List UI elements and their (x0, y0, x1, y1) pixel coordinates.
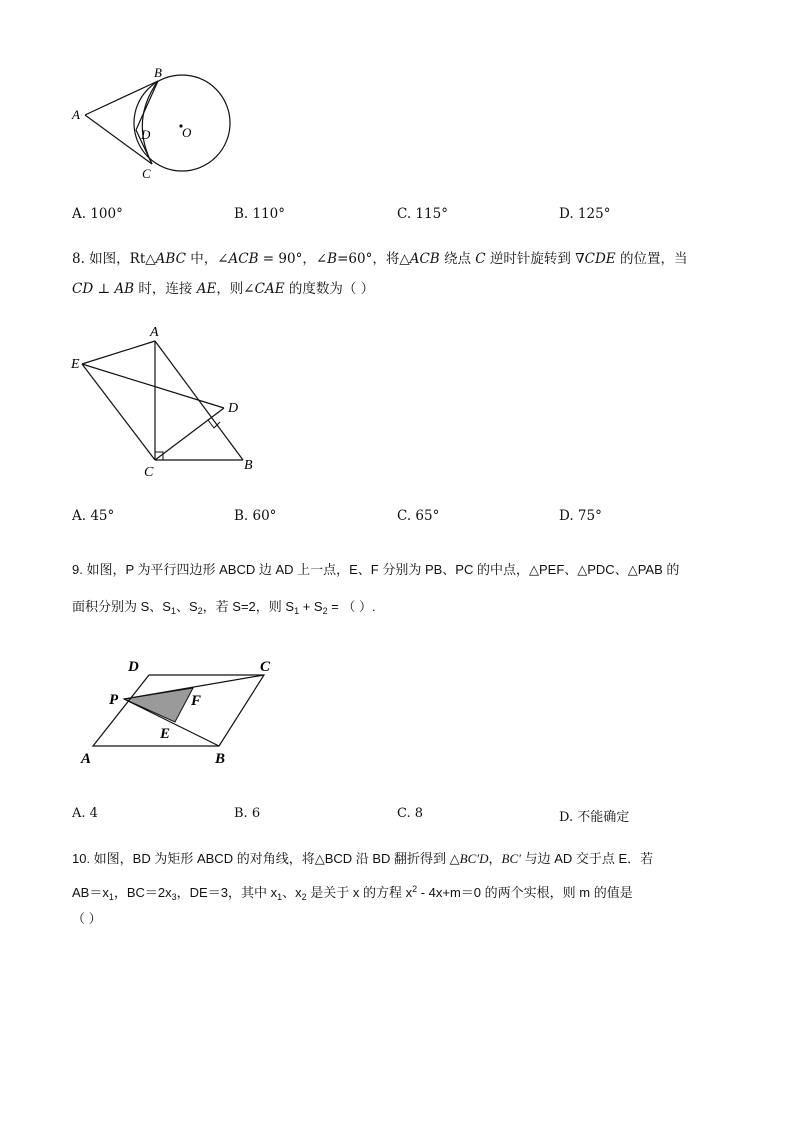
label-a: A (150, 325, 159, 340)
label-a: A (72, 107, 80, 122)
segment-cd (155, 408, 224, 460)
q9-option-a: A. 4 (72, 806, 98, 821)
label-a: A (81, 751, 92, 767)
q8-line-2: CD ⊥ AB 时，连接 AE，则∠CAE 的度数为（ ） (72, 281, 375, 297)
label-p: P (109, 692, 119, 708)
label-b: B (154, 65, 162, 80)
q10-line-3: （ ） (72, 911, 102, 926)
segment-bd (136, 81, 158, 130)
q9-line-2: 面积分别为 S、$S_1$、$S_2$，若 S=2，则 $S_1 + S_2$ = （ ）. (72, 599, 376, 616)
figure-q9 (76, 654, 286, 770)
label-b: B (215, 751, 226, 767)
label-e: E (71, 357, 80, 372)
segment-ec (82, 364, 155, 460)
q8-option-b: B. 60° (234, 508, 277, 524)
q8-option-a: A. 45° (72, 508, 115, 524)
label-o: O (182, 125, 192, 140)
q9-option-c: C. 8 (397, 806, 424, 821)
q8-line-1: 8. 如图，Rt△ABC 中，∠ACB = 90°，∠B=60°，将△ACB 绕点 C 逆时针旋转到 ∇CDE 的位置，当 (72, 251, 688, 267)
segment-ed (82, 364, 224, 408)
q7-option-c: C. 115° (397, 206, 448, 222)
segment-ab (85, 81, 158, 115)
q7-option-d: D. 125° (559, 206, 611, 222)
label-c: C (260, 659, 271, 675)
label-d: D (228, 401, 239, 416)
q10-line-1: 10. 如图，BD 为矩形 ABCD 的对角线，将△BCD 沿 BD 翻折得到 △BC′D，BC′ 与边 AD 交于点 E．若 (72, 851, 654, 866)
figure-q8 (62, 318, 272, 483)
label-c: C (144, 465, 154, 480)
q9-line-1: 9. 如图，P 为平行四边形 ABCD 边 AD 上一点，E、F 分别为 PB、PC 的中点，△PEF、△PDC、△PAB 的 (72, 562, 680, 577)
q7-option-a: A. 100° (72, 206, 123, 222)
label-d: D (128, 659, 139, 675)
q9-option-d: D. 不能确定 (559, 810, 630, 825)
label-b: B (244, 458, 253, 473)
q9-option-b: B. 6 (234, 806, 261, 821)
label-f: F (191, 693, 202, 709)
segment-ea (82, 341, 155, 364)
label-e: E (160, 726, 171, 742)
label-d: D (141, 127, 151, 142)
label-c: C (142, 166, 151, 181)
figure-q7 (60, 60, 250, 190)
q8-option-d: D. 75° (559, 508, 602, 524)
q10-line-2: $AB=x_1$，$BC=2x_3$，DE＝3，其中 $x_1$、$x_2$ 是关于 x 的方程 $x^2 - 4x+m=0$ 的两个实根，则 m 的值是 (72, 884, 633, 902)
q7-option-b: B. 110° (234, 206, 286, 222)
q8-option-c: C. 65° (397, 508, 440, 524)
